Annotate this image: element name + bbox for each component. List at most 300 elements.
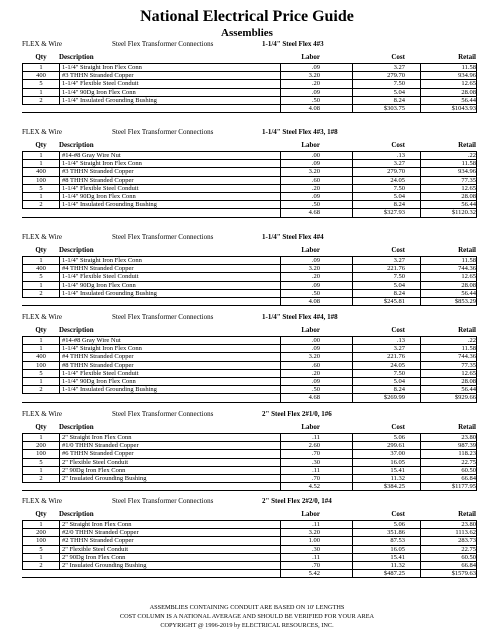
row-cost: 16.05 [390, 545, 405, 553]
column-divider [280, 450, 281, 457]
row-retail: 56.44 [461, 96, 476, 104]
column-divider [59, 370, 60, 377]
row-qty: 5 [39, 369, 43, 377]
row-retail: 934.96 [458, 168, 476, 176]
row-cost: 5.04 [393, 281, 405, 289]
total-retail: $1177.95 [451, 483, 476, 491]
column-divider [280, 386, 281, 393]
row-description: #3 THHN Stranded Copper [62, 72, 134, 80]
table-row [22, 257, 477, 265]
row-description: 1-1/4" Insulated Grounding Bushing [62, 386, 157, 394]
section-header [22, 496, 477, 507]
column-divider [420, 394, 421, 401]
row-description: 2" Flexible Steel Conduit [62, 458, 129, 466]
col-labor-header: Labor [301, 246, 320, 254]
col-cost-header: Cost [391, 53, 405, 61]
row-labor: .09 [311, 192, 320, 200]
column-header-row [22, 422, 477, 433]
column-divider [59, 537, 60, 544]
column-divider [352, 394, 353, 401]
row-labor: .50 [311, 96, 320, 104]
section-header [22, 127, 477, 138]
row-description: 1-1/4" Insulated Grounding Bushing [62, 96, 157, 104]
table-row [22, 337, 477, 345]
row-description: #2 THHN Stranded Copper [62, 537, 134, 545]
row-description: #14-#8 Gray Wire Nut [62, 152, 121, 159]
row-cost: 24.05 [390, 176, 405, 184]
row-cost: 11.32 [390, 474, 405, 482]
column-divider [420, 459, 421, 466]
column-divider [352, 265, 353, 272]
column-divider [59, 152, 60, 159]
total-cost: $384.25 [383, 483, 405, 491]
row-cost: 15.41 [390, 466, 405, 474]
total-cost: $327.93 [383, 209, 405, 217]
col-qty-header: Qty [35, 423, 47, 431]
row-cost: 279.70 [387, 168, 405, 176]
row-description: 1-1/4" 90Dg Iron Flex Conn [62, 88, 136, 96]
row-qty: 1 [39, 88, 43, 96]
row-cost: .13 [396, 337, 405, 344]
row-labor: .09 [311, 88, 320, 96]
row-labor: 3.20 [308, 265, 320, 273]
section-connection: Steel Flex Transformer Connections [112, 313, 214, 321]
column-divider [352, 378, 353, 385]
row-labor: .09 [311, 377, 320, 385]
column-divider [420, 434, 421, 441]
row-qty: 200 [36, 529, 46, 537]
column-divider [280, 345, 281, 352]
column-divider [420, 562, 421, 569]
column-divider [352, 442, 353, 449]
column-divider [59, 353, 60, 360]
column-divider [420, 378, 421, 385]
row-labor: .11 [312, 434, 320, 441]
column-divider [280, 467, 281, 474]
column-header-row [22, 245, 477, 256]
table-row [22, 97, 477, 105]
row-description: 1-1/4" Flexible Steel Conduit [62, 369, 139, 377]
total-cost: $269.99 [383, 394, 405, 402]
section-category: FLEX & Wire [22, 410, 63, 418]
column-divider [280, 168, 281, 175]
col-cost-header: Cost [391, 246, 405, 254]
column-divider [59, 475, 60, 482]
row-description: 1-1/4" Insulated Grounding Bushing [62, 201, 157, 209]
row-labor: .50 [311, 289, 320, 297]
column-divider [59, 177, 60, 184]
row-labor: .09 [311, 281, 320, 289]
column-divider [420, 193, 421, 200]
items-table [22, 433, 477, 491]
section-type: 1-1/4" Steel Flex 4#3, 1#8 [262, 128, 338, 136]
column-divider [420, 105, 421, 112]
column-divider [280, 362, 281, 369]
assembly-section [22, 127, 477, 218]
row-description: 1-1/4" 90Dg Iron Flex Conn [62, 281, 136, 289]
row-cost: 5.04 [393, 88, 405, 96]
column-divider [420, 537, 421, 544]
row-retail: .22 [467, 152, 476, 159]
column-divider [280, 353, 281, 360]
column-divider [59, 362, 60, 369]
column-divider [420, 442, 421, 449]
total-row [22, 570, 477, 578]
row-labor: .20 [311, 184, 320, 192]
column-divider [280, 562, 281, 569]
col-qty-header: Qty [35, 510, 47, 518]
table-row [22, 554, 477, 562]
col-cost-header: Cost [391, 326, 405, 334]
table-row [22, 370, 477, 378]
column-divider [420, 273, 421, 280]
row-labor: .60 [311, 361, 320, 369]
row-labor: 1.00 [308, 537, 320, 545]
row-labor: .50 [311, 201, 320, 209]
col-qty-header: Qty [35, 246, 47, 254]
row-cost: 3.27 [393, 64, 405, 71]
column-divider [280, 273, 281, 280]
row-retail: 283.73 [458, 537, 476, 545]
table-row [22, 160, 477, 168]
col-retail-header: Retail [458, 246, 476, 254]
section-category: FLEX & Wire [22, 128, 63, 136]
section-type: 1-1/4" Steel Flex 4#4, 1#8 [262, 313, 338, 321]
column-divider [280, 459, 281, 466]
column-divider [59, 546, 60, 553]
row-labor: .11 [312, 466, 320, 474]
column-divider [59, 529, 60, 536]
total-retail: $1120.32 [451, 209, 476, 217]
row-cost: 11.32 [390, 561, 405, 569]
section-type: 1-1/4" Steel Flex 4#4 [262, 233, 324, 241]
table-row [22, 282, 477, 290]
row-retail: .22 [467, 337, 476, 344]
column-divider [420, 265, 421, 272]
section-connection: Steel Flex Transformer Connections [112, 410, 214, 418]
column-divider [280, 554, 281, 561]
row-cost: 221.76 [387, 353, 405, 361]
column-divider [280, 80, 281, 87]
row-description: 1-1/4" Straight Iron Flex Conn [62, 160, 142, 168]
footer-line-3: COPYRIGHT @ 1996-2019 by ELECTRICAL RESOURCES, INC. [160, 622, 334, 629]
row-description: #4 THHN Stranded Copper [62, 265, 134, 273]
column-divider [420, 370, 421, 377]
row-description: #3 THHN Stranded Copper [62, 168, 134, 176]
column-divider [420, 298, 421, 305]
column-divider [420, 362, 421, 369]
row-labor: .09 [311, 160, 320, 168]
column-header-row [22, 325, 477, 336]
row-retail: 28.08 [461, 281, 476, 289]
column-divider [280, 529, 281, 536]
row-retail: 56.44 [461, 289, 476, 297]
row-retail: 23.80 [461, 521, 476, 528]
row-labor: .09 [311, 257, 320, 264]
row-qty: 1 [39, 257, 43, 264]
row-description: 2" Straight Iron Flex Conn [62, 521, 132, 528]
row-retail: 934.96 [458, 72, 476, 80]
column-divider [352, 353, 353, 360]
column-divider [280, 193, 281, 200]
row-description: 1-1/4" Flexible Steel Conduit [62, 80, 139, 88]
col-qty-header: Qty [35, 141, 47, 149]
row-labor: .20 [311, 369, 320, 377]
items-table [22, 63, 477, 113]
table-row [22, 185, 477, 193]
table-row [22, 193, 477, 201]
row-retail: 12.65 [461, 273, 476, 281]
row-labor: 3.20 [308, 353, 320, 361]
column-divider [420, 345, 421, 352]
row-cost: 3.27 [393, 257, 405, 264]
assembly-section [22, 312, 477, 403]
column-divider [352, 529, 353, 536]
col-description-header: Description [59, 423, 94, 431]
column-divider [352, 570, 353, 577]
row-cost: 8.24 [393, 201, 405, 209]
row-qty: 2 [39, 201, 43, 209]
column-divider [280, 337, 281, 344]
col-description-header: Description [59, 510, 94, 518]
row-cost: 7.50 [393, 273, 405, 281]
row-cost: 8.24 [393, 96, 405, 104]
column-divider [420, 209, 421, 216]
row-labor: .00 [311, 337, 320, 344]
row-cost: 351.86 [387, 529, 405, 537]
column-divider [420, 483, 421, 490]
table-row [22, 378, 477, 386]
table-row [22, 475, 477, 483]
column-divider [280, 257, 281, 264]
column-divider [352, 80, 353, 87]
row-qty: 1 [39, 281, 43, 289]
column-divider [59, 160, 60, 167]
row-labor: .30 [311, 458, 320, 466]
row-description: 2" 90Dg Iron Flex Conn [62, 553, 126, 561]
column-divider [59, 265, 60, 272]
assembly-section [22, 232, 477, 306]
row-retail: 66.84 [461, 474, 476, 482]
items-table [22, 520, 477, 578]
column-divider [420, 72, 421, 79]
column-divider [59, 273, 60, 280]
row-retail: 12.65 [461, 80, 476, 88]
row-retail: 77.35 [461, 176, 476, 184]
column-divider [352, 386, 353, 393]
table-row [22, 386, 477, 394]
column-divider [352, 152, 353, 159]
row-cost: 279.70 [387, 72, 405, 80]
col-retail-header: Retail [458, 423, 476, 431]
row-cost: 8.24 [393, 386, 405, 394]
column-divider [352, 105, 353, 112]
row-qty: 2 [39, 96, 43, 104]
row-qty: 2 [39, 386, 43, 394]
column-divider [280, 265, 281, 272]
column-divider [280, 72, 281, 79]
row-retail: 23.80 [461, 434, 476, 441]
row-qty: 5 [39, 458, 43, 466]
column-divider [352, 562, 353, 569]
column-divider [352, 337, 353, 344]
column-header-row [22, 509, 477, 520]
row-retail: 28.08 [461, 377, 476, 385]
column-divider [352, 434, 353, 441]
column-header-row [22, 140, 477, 151]
total-retail: $1043.93 [451, 104, 476, 112]
column-divider [280, 177, 281, 184]
row-qty: 2 [39, 474, 43, 482]
row-description: 1-1/4" Flexible Steel Conduit [62, 184, 139, 192]
row-qty: 1 [39, 377, 43, 385]
row-cost: .13 [396, 152, 405, 159]
column-divider [420, 152, 421, 159]
total-labor: 4.52 [308, 483, 320, 491]
table-row [22, 353, 477, 361]
column-divider [352, 97, 353, 104]
row-qty: 1 [39, 553, 43, 561]
column-divider [59, 337, 60, 344]
column-divider [59, 521, 60, 528]
row-description: 1-1/4" 90Dg Iron Flex Conn [62, 192, 136, 200]
col-labor-header: Labor [301, 141, 320, 149]
section-category: FLEX & Wire [22, 233, 63, 241]
column-divider [420, 177, 421, 184]
column-divider [280, 160, 281, 167]
total-row [22, 209, 477, 217]
column-divider [59, 185, 60, 192]
row-retail: 11.58 [461, 345, 476, 353]
row-labor: .50 [311, 386, 320, 394]
column-divider [420, 201, 421, 208]
row-cost: 5.04 [393, 377, 405, 385]
column-divider [420, 337, 421, 344]
table-row [22, 442, 477, 450]
row-cost: 221.76 [387, 265, 405, 273]
row-retail: 66.84 [461, 561, 476, 569]
footer-line-1: ASSEMBLIES CONTAINING CONDUIT ARE BASED ON 10' LENGTHS [149, 604, 345, 611]
column-divider [420, 467, 421, 474]
column-divider [420, 529, 421, 536]
column-divider [420, 570, 421, 577]
total-labor: 4.08 [308, 297, 320, 305]
row-qty: 200 [36, 442, 46, 450]
section-header [22, 312, 477, 323]
row-qty: 400 [36, 353, 46, 361]
column-divider [59, 257, 60, 264]
column-divider [59, 378, 60, 385]
section-category: FLEX & Wire [22, 313, 63, 321]
column-divider [59, 89, 60, 96]
row-qty: 1 [39, 466, 43, 474]
row-labor: 3.20 [308, 168, 320, 176]
col-retail-header: Retail [458, 326, 476, 334]
table-row [22, 80, 477, 88]
total-cost: $245.81 [383, 297, 405, 305]
items-table [22, 336, 477, 403]
table-row [22, 89, 477, 97]
column-divider [59, 450, 60, 457]
row-cost: 8.24 [393, 289, 405, 297]
row-qty: 400 [36, 168, 46, 176]
row-retail: 118.23 [458, 450, 476, 458]
row-description: 1-1/4" Straight Iron Flex Conn [62, 345, 142, 353]
row-description: #8 THHN Stranded Copper [62, 361, 134, 369]
table-row [22, 434, 477, 442]
row-cost: 87.53 [390, 537, 405, 545]
row-description: 2" Flexible Steel Conduit [62, 545, 129, 553]
column-divider [352, 209, 353, 216]
column-divider [420, 353, 421, 360]
row-retail: 60.50 [461, 466, 476, 474]
row-description: #4 THHN Stranded Copper [62, 353, 134, 361]
section-type: 1-1/4" Steel Flex 4#3 [262, 40, 324, 48]
column-divider [352, 521, 353, 528]
column-divider [420, 80, 421, 87]
page-subtitle: Assemblies [221, 27, 273, 39]
row-labor: .11 [312, 521, 320, 528]
section-header [22, 39, 477, 50]
row-cost: 5.06 [393, 434, 405, 441]
column-divider [352, 459, 353, 466]
row-retail: 56.44 [461, 386, 476, 394]
col-description-header: Description [59, 141, 94, 149]
column-divider [280, 185, 281, 192]
column-divider [420, 290, 421, 297]
row-retail: 987.39 [458, 442, 476, 450]
column-divider [352, 370, 353, 377]
column-divider [59, 201, 60, 208]
col-description-header: Description [59, 246, 94, 254]
row-labor: .70 [311, 450, 320, 458]
row-description: 1-1/4" Straight Iron Flex Conn [62, 64, 142, 71]
row-labor: 2.60 [308, 442, 320, 450]
row-qty: 100 [36, 450, 46, 458]
column-divider [280, 89, 281, 96]
row-description: #1/0 THHN Stranded Copper [62, 442, 139, 450]
column-divider [352, 257, 353, 264]
footer-line-2: COST COLUMN IS A NATIONAL AVERAGE AND SHOULD BE VERIFIED FOR YOUR AREA [119, 613, 375, 620]
row-qty: 5 [39, 273, 43, 281]
row-cost: 3.27 [393, 160, 405, 168]
row-cost: 299.61 [387, 442, 405, 450]
row-description: #8 THHN Stranded Copper [62, 176, 134, 184]
section-type: 2" Steel Flex 2#2/0, 1#4 [262, 497, 332, 505]
column-divider [352, 193, 353, 200]
column-divider [59, 72, 60, 79]
row-retail: 12.65 [461, 184, 476, 192]
col-cost-header: Cost [391, 141, 405, 149]
col-cost-header: Cost [391, 423, 405, 431]
column-divider [59, 442, 60, 449]
page-title: National Electrical Price Guide [140, 8, 354, 25]
column-divider [420, 282, 421, 289]
column-divider [420, 521, 421, 528]
column-divider [280, 546, 281, 553]
column-divider [352, 475, 353, 482]
row-cost: 16.05 [390, 458, 405, 466]
row-labor: .00 [311, 152, 320, 159]
column-divider [420, 546, 421, 553]
row-cost: 37.00 [390, 450, 405, 458]
column-divider [352, 362, 353, 369]
column-divider [280, 152, 281, 159]
column-divider [420, 554, 421, 561]
total-retail: $853.29 [454, 297, 476, 305]
column-divider [280, 475, 281, 482]
row-labor: .60 [311, 176, 320, 184]
